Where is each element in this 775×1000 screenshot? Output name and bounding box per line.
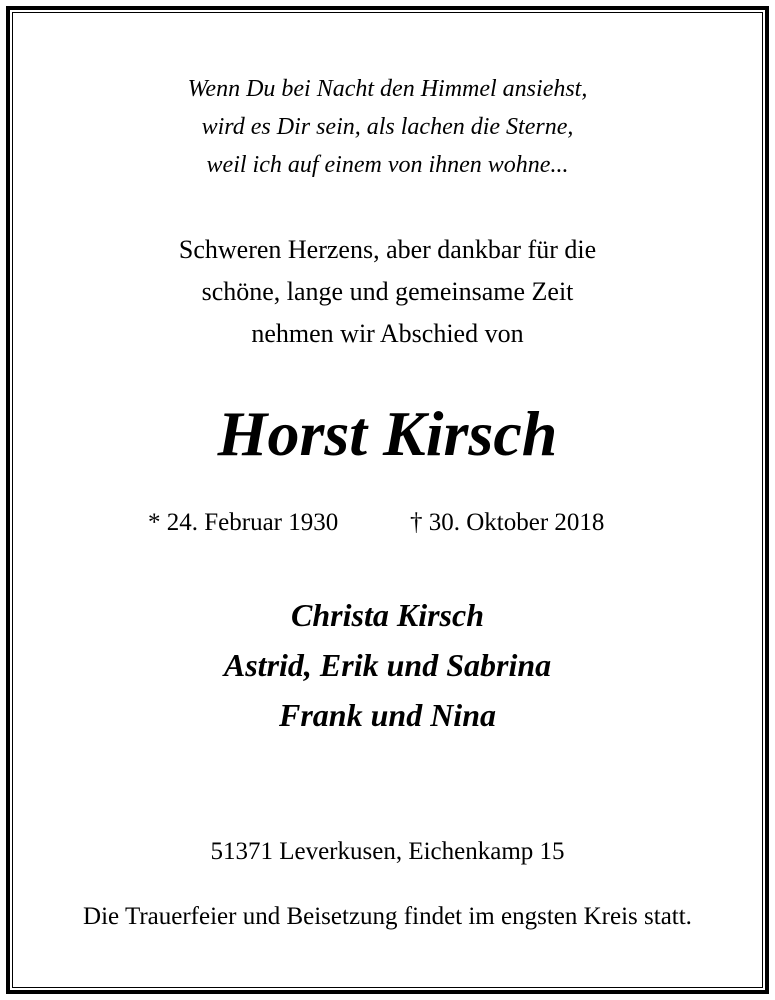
intro-line-1: Schweren Herzens, aber dankbar für die bbox=[178, 235, 597, 264]
family-line-3: Frank und Nina bbox=[279, 697, 496, 733]
life-dates bbox=[0, 506, 775, 540]
deceased-name: Horst Kirsch bbox=[217, 398, 558, 469]
poem-line-1: Wenn Du bei Nacht den Himmel ansiehst, bbox=[187, 76, 588, 102]
death-date: † 30. Oktober 2018 bbox=[410, 509, 605, 536]
ceremony-note: Die Trauerfeier und Beisetzung findet im engsten Kreis statt. bbox=[83, 903, 692, 930]
poem-line-2: wird es Dir sein, als lachen die Sterne, bbox=[201, 114, 574, 140]
address: 51371 Leverkusen, Eichenkamp 15 bbox=[210, 838, 565, 865]
family-line-1: Christa Kirsch bbox=[291, 597, 484, 633]
intro-line-3: nehmen wir Abschied von bbox=[251, 319, 524, 348]
poem-line-3: weil ich auf einem von ihnen wohne... bbox=[206, 152, 569, 178]
family-line-2: Astrid, Erik und Sabrina bbox=[223, 647, 552, 683]
birth-date: * 24. Februar 1930 bbox=[148, 509, 339, 536]
intro-line-2: schöne, lange und gemeinsame Zeit bbox=[201, 277, 574, 306]
